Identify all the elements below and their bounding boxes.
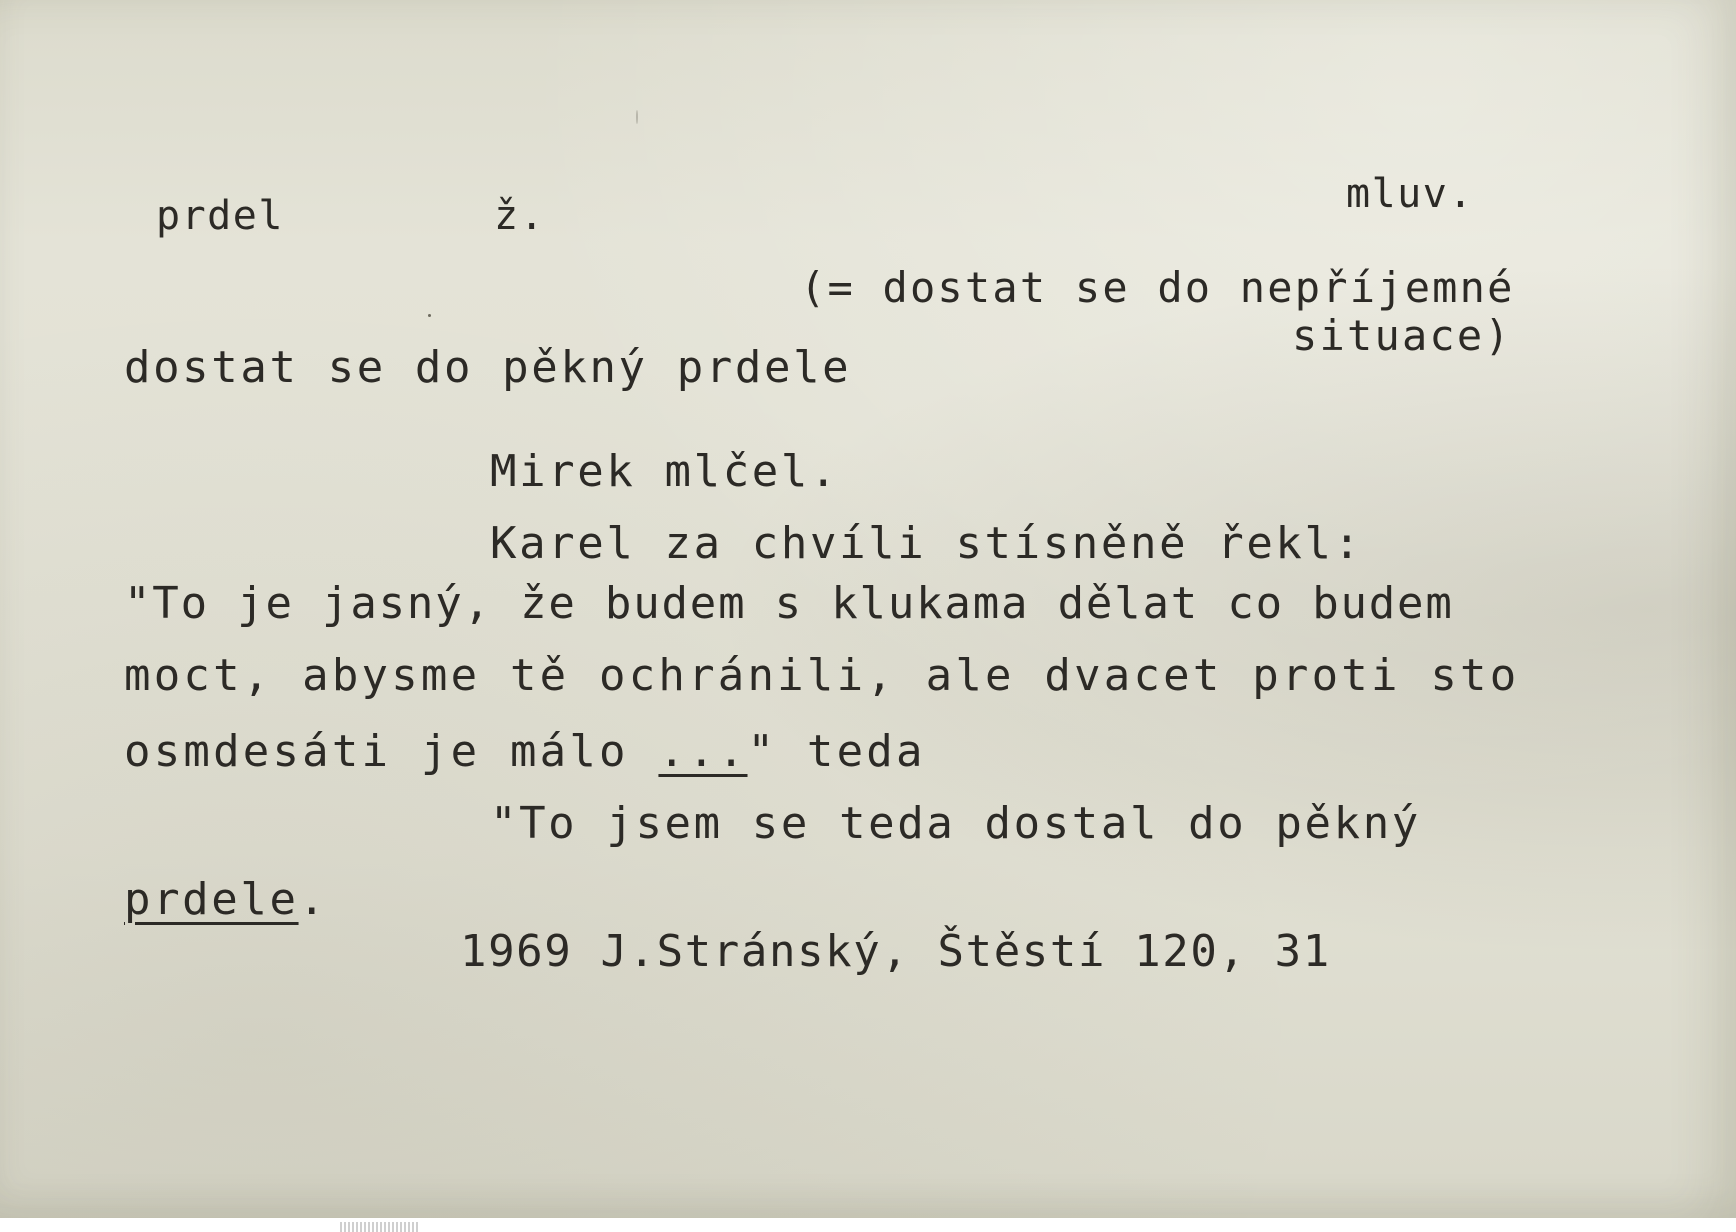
gender-label: ž.	[494, 193, 546, 239]
register-label: mluv.	[1346, 171, 1474, 217]
quote-line-5-ellipsis: ...	[658, 726, 748, 777]
scan-edge-artifact	[340, 1222, 420, 1232]
phrase: dostat se do pěkný prdele	[124, 342, 852, 393]
quote-line-5	[124, 728, 926, 776]
quote-line-4: moct, abysme tě ochránili, ale dvacet proti sto	[124, 650, 1520, 701]
definition-line-1: (= dostat se do nepříjemné	[800, 263, 1515, 312]
quote-line-3: "To je jasný, že budem s klukama dělat co budem	[124, 578, 1454, 629]
paper-speck	[636, 110, 638, 124]
source-citation: 1969 J.Stránský, Štěstí 120, 31	[460, 926, 1331, 977]
headword: prdel	[156, 193, 284, 239]
quote-line-6: "To jsem se teda dostal do pěkný	[490, 798, 1421, 849]
quote-line-7-word: prdele	[124, 874, 299, 925]
quote-line-7	[124, 876, 328, 924]
quote-line-5-rest: " teda	[747, 726, 926, 777]
quote-line-2: Karel za chvíli stísněně řekl:	[490, 518, 1363, 569]
quote-line-7-end: .	[298, 874, 328, 925]
definition-line-2: situace)	[1292, 311, 1512, 360]
paper-speck	[428, 314, 431, 317]
quote-line-1: Mirek mlčel.	[490, 446, 840, 497]
quote-line-5-text: osmdesáti je málo	[124, 726, 659, 777]
